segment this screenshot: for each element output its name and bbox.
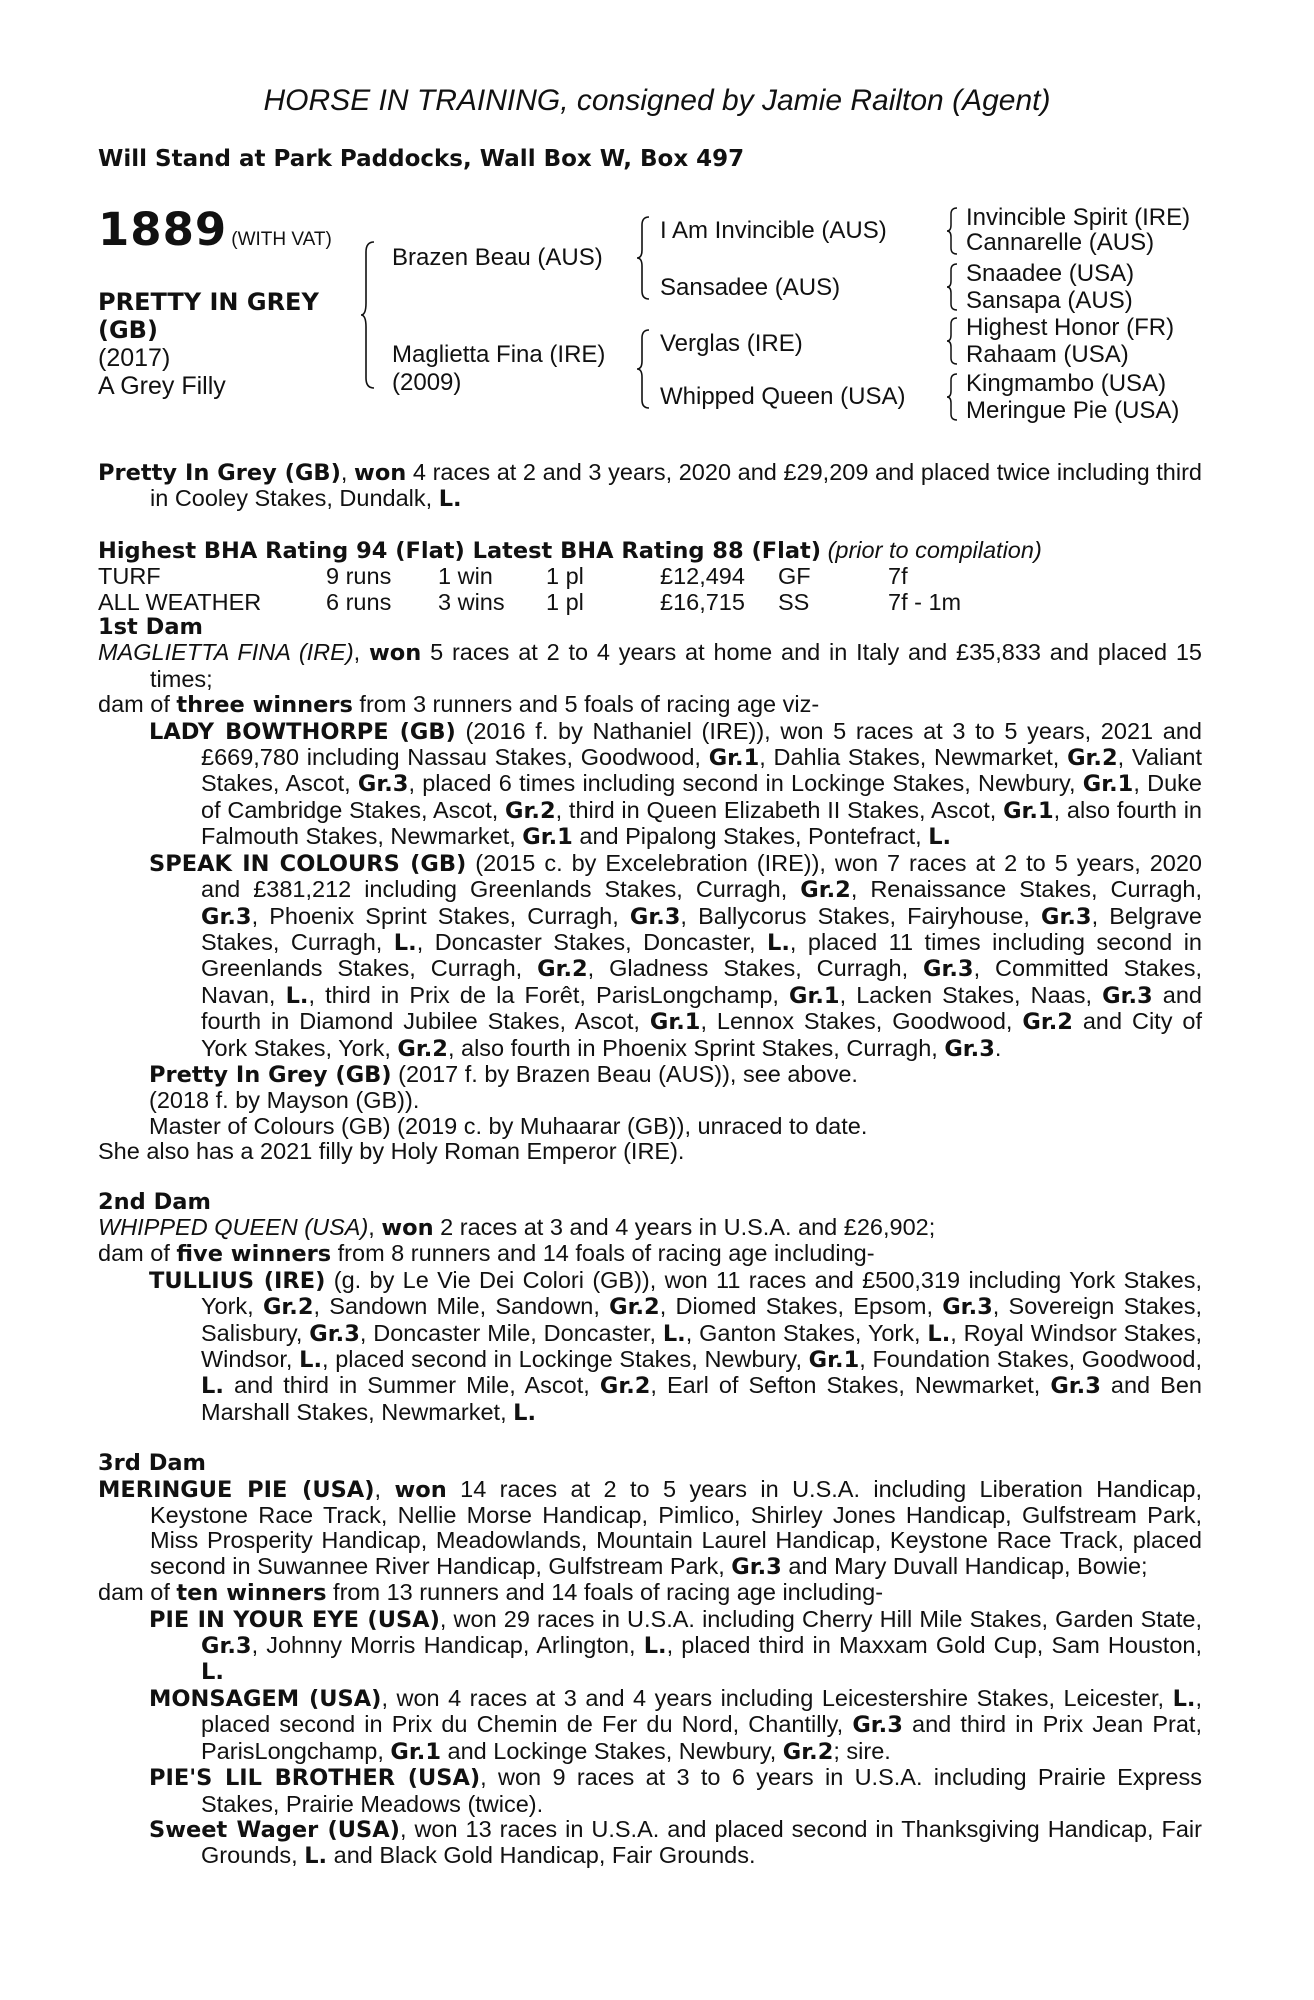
- race-grade-marker: Gr.2: [599, 1373, 651, 1400]
- produce-entry: [98, 1062, 1202, 1088]
- ratings-cell: ALL WEATHER: [98, 588, 262, 615]
- race-grade-marker: Gr.1: [522, 824, 573, 851]
- first-dam-name: MAGLIETTA FINA (IRE): [98, 639, 354, 666]
- third-dam-won: won: [394, 1476, 447, 1503]
- dam-of-label: dam of: [98, 691, 177, 718]
- first-dam-produce-summary: [98, 692, 1202, 718]
- dam-of-label: dam of: [98, 1240, 177, 1267]
- produce-text: , won 4 races at 3 and 4 years including Leicestershire Stakes, Leicester, L., placed second in Prix du Chemin de Fer du Nord, Chantilly, Gr.3 and third in Prix Jean Prat, ParisLongchamp, Gr.1 and Lockinge Stakes, Newbury, Gr.2; sire.: [201, 1684, 1202, 1765]
- produce-entry: [98, 1765, 1202, 1817]
- race-grade-marker: Gr.3: [731, 1553, 782, 1580]
- race-grade-marker: Gr.1: [708, 745, 760, 772]
- produce-entry: [98, 1686, 1202, 1765]
- lot-number: 1889: [98, 203, 228, 256]
- produce-entry: [98, 1607, 1202, 1686]
- race-grade-marker: Gr.1: [649, 1009, 701, 1036]
- pedigree-dam-year: (2009): [392, 369, 462, 396]
- race-grade-marker: Gr.3: [944, 1035, 995, 1062]
- third-dam-record-text: 14 races at 2 to 5 years in U.S.A. including Liberation Handicap, Keystone Race Track, Nellie Morse Handicap, Pimlico, Shirley Jones Handicap, Gulfstream Park, Miss Prosperity Handicap, Meadowlands, Mountain Laurel Handicap, Keystone Race Track, placed second in Suwannee River Handicap, Gulfstream Park, Gr.3 and Mary Duvall Handicap, Bowie;: [150, 1475, 1203, 1580]
- dam-of-detail: from 13 runners and 14 foals of racing age including-: [326, 1579, 884, 1606]
- race-grade-marker: L.: [285, 982, 309, 1009]
- race-grade-marker: L.: [513, 1399, 537, 1426]
- race-grade-marker: Gr.3: [201, 1633, 252, 1660]
- pedigree-brace-main: [360, 240, 380, 390]
- winners-count: five winners: [176, 1241, 332, 1268]
- ratings-cell: 1 pl: [546, 588, 584, 615]
- summary-listed: L.: [438, 486, 462, 513]
- pedigree-sire: Brazen Beau (AUS): [392, 244, 603, 271]
- race-grade-marker: Gr.3: [942, 1294, 993, 1321]
- first-dam-won: won: [369, 640, 422, 667]
- produce-entry: [98, 851, 1202, 1062]
- ratings-cell: 7f: [888, 563, 908, 590]
- summary-text: 4 races at 2 and 3 years, 2020 and £29,209 and placed twice including third in Cooley Stakes, Dundalk,: [150, 459, 1202, 512]
- race-grade-marker: L.: [299, 1347, 323, 1373]
- second-dam-record: WHIPPED QUEEN (USA), won 2 races at 3 and 4 years in U.S.A. and £26,902;: [98, 1213, 936, 1241]
- winners-count: three winners: [176, 692, 353, 719]
- winners-count: ten winners: [176, 1580, 327, 1607]
- second-dam-won: won: [381, 1214, 434, 1241]
- race-grade-marker: Gr.3: [1050, 1373, 1101, 1400]
- produce-entry: [98, 1268, 1202, 1426]
- race-grade-marker: Gr.2: [537, 956, 588, 983]
- pedigree-dam-dam: Whipped Queen (USA): [660, 383, 906, 410]
- race-grade-marker: L.: [927, 1320, 951, 1347]
- third-dam-produce-summary: [98, 1580, 1202, 1606]
- race-grade-marker: Gr.2: [505, 797, 556, 824]
- lot-number-block: [98, 203, 332, 256]
- produce-text: (2015 c. by Excelebration (IRE)), won 7 races at 2 to 5 years, 2020 and £381,212 including Greenlands Stakes, Curragh, Gr.2, Renaissance Stakes, Curragh, Gr.3, Phoenix Sprint Stakes, Curragh, Gr.3, Ballycorus Stakes, Fairyhouse, Gr.3, Belgrave Stakes, Curragh, L., Doncaster Stakes, Doncaster, L., placed 11 times including second in Greenlands Stakes, Curragh, Gr.2, Gladness Stakes, Curragh, Gr.3, Committed Stakes, Navan, L., third in Prix de la Forêt, ParisLongchamp, Gr.1, Lacken Stakes, Naas, Gr.3 and fourth in Diamond Jubilee Stakes, Ascot, Gr.1, Lennox Stakes, Goodwood, Gr.2 and City of York Stakes, York, Gr.2, also fourth in Phoenix Sprint Stakes, Curragh, Gr.3.: [201, 849, 1203, 1062]
- ratings-row-turf: [98, 564, 1202, 589]
- first-dam-also: She also has a 2021 filly by Holy Roman Emperor (IRE).: [98, 1138, 685, 1165]
- race-grade-marker: Gr.3: [1102, 982, 1153, 1009]
- dam-of-label: dam of: [98, 1579, 177, 1606]
- pedigree-g3-7: Kingmambo (USA): [966, 370, 1167, 397]
- pedigree-brace-dam: [636, 328, 654, 410]
- race-grade-marker: L.: [662, 1320, 686, 1347]
- pedigree-g3-4: Sansapa (AUS): [966, 287, 1133, 314]
- pedigree-g3-6: Rahaam (USA): [966, 341, 1129, 368]
- ratings-cell: 9 runs: [326, 563, 392, 590]
- produce-text: , won 9 races at 3 to 6 years in U.S.A. including Prairie Express Stakes, Prairie Meadows (twice).: [201, 1764, 1202, 1817]
- produce-name: PIE IN YOUR EYE (USA): [149, 1606, 440, 1633]
- produce-name: Sweet Wager (USA): [149, 1816, 400, 1843]
- third-dam-name: MERINGUE PIE (USA): [98, 1476, 375, 1503]
- ratings-cell: £16,715: [660, 588, 745, 615]
- foaling-year: (2017): [98, 344, 171, 372]
- pedigree-sire-sire: I Am Invincible (AUS): [660, 217, 887, 244]
- produce-text: , won 29 races in U.S.A. including Cherry Hill Mile Stakes, Garden State, Gr.3, Johnny Morris Handicap, Arlington, L., placed third in Maxxam Gold Cup, Sam Houston, L.: [201, 1605, 1203, 1686]
- race-grade-marker: Gr.3: [852, 1712, 903, 1739]
- race-grade-marker: Gr.2: [782, 1738, 834, 1765]
- race-grade-marker: Gr.2: [397, 1035, 448, 1062]
- second-dam-record-text: 2 races at 3 and 4 years in U.S.A. and £26,902;: [433, 1213, 936, 1240]
- page-title: HORSE IN TRAINING, consigned by Jamie Railton (Agent): [263, 84, 1051, 117]
- race-grade-marker: Gr.1: [1003, 797, 1054, 824]
- first-dam-record: MAGLIETTA FINA (IRE), won 5 races at 2 to 4 years at home and in Italy and £35,833 and placed 15 times;: [98, 639, 1202, 692]
- race-grade-marker: Gr.1: [390, 1738, 441, 1765]
- race-grade-marker: L.: [304, 1843, 328, 1870]
- summary-won: won: [354, 460, 407, 486]
- produce-name: LADY BOWTHORPE (GB): [149, 718, 456, 745]
- second-dam-name: WHIPPED QUEEN (USA): [98, 1213, 369, 1240]
- horse-description: A Grey Filly: [98, 372, 226, 400]
- race-grade-marker: Gr.2: [609, 1294, 660, 1321]
- produce-entry: (2018 f. by Mayson (GB)).: [149, 1087, 420, 1114]
- pedigree-sire-dam: Sansadee (AUS): [660, 274, 841, 301]
- produce-entry: Master of Colours (GB) (2019 c. by Muhaarar (GB)), unraced to date.: [149, 1112, 868, 1139]
- produce-text: , won 13 races in U.S.A. and placed second in Thanksgiving Handicap, Fair Grounds, L. and Black Gold Handicap, Fair Grounds.: [201, 1815, 1202, 1870]
- second-dam-heading: 2nd Dam: [98, 1188, 211, 1215]
- race-grade-marker: Gr.3: [1041, 903, 1092, 930]
- ratings-cell: 6 runs: [326, 588, 392, 615]
- race-grade-marker: L.: [1172, 1685, 1196, 1712]
- pedigree-g3-2: Cannarelle (AUS): [966, 229, 1155, 256]
- pedigree-g3-3: Snaadee (USA): [966, 260, 1135, 287]
- race-grade-marker: Gr.1: [789, 982, 840, 1009]
- ratings-title: Highest BHA Rating 94 (Flat) Latest BHA Rating 88 (Flat): [98, 537, 822, 564]
- race-summary: Pretty In Grey (GB), won 4 races at 2 and 3 years, 2020 and £29,209 and placed twice including third in Cooley Stakes, Dundalk, L.: [98, 459, 1202, 513]
- ratings-cell: £12,494: [660, 563, 745, 590]
- produce-name: Pretty In Grey (GB): [149, 1061, 392, 1088]
- catalogue-body: [98, 460, 1202, 1870]
- race-grade-marker: Gr.2: [1067, 745, 1118, 772]
- produce-text: (2016 f. by Nathaniel (IRE)), won 5 races at 3 to 5 years, 2021 and £669,780 including Nassau Stakes, Goodwood, Gr.1, Dahlia Stakes, Newmarket, Gr.2, Valiant Stakes, Ascot, Gr.3, placed 6 times including second in Lockinge Stakes, Newbury, Gr.1, Duke of Cambridge Stakes, Ascot, Gr.2, third in Queen Elizabeth II Stakes, Ascot, Gr.1, also fourth in Falmouth Stakes, Newmarket, Gr.1 and Pipalong Stakes, Pontefract, L.: [201, 717, 1202, 851]
- ratings-cell: 3 wins: [438, 588, 505, 615]
- produce-name: SPEAK IN COLOURS (GB): [149, 850, 467, 877]
- first-dam-record-text: 5 races at 2 to 4 years at home and in Italy and £35,833 and placed 15 times;: [150, 639, 1202, 692]
- ratings-row-all-weather: [98, 590, 1202, 615]
- race-grade-marker: Gr.3: [357, 771, 409, 798]
- ratings-note: (prior to compilation): [827, 536, 1042, 563]
- horse-identity: [98, 288, 358, 400]
- first-dam-heading: 1st Dam: [98, 614, 203, 641]
- produce-entry: [98, 1817, 1202, 1870]
- race-grade-marker: Gr.3: [629, 903, 681, 930]
- race-grade-marker: L.: [928, 824, 952, 851]
- third-dam-heading: 3rd Dam: [98, 1450, 206, 1477]
- race-grade-marker: L.: [767, 929, 790, 956]
- pedigree-brace-g1: [946, 206, 960, 256]
- third-dam-record: MERINGUE PIE (USA), won 14 races at 2 to 5 years in U.S.A. including Liberation Handicap, Keystone Race Track, Nellie Morse Handicap, Pimlico, Shirley Jones Handicap, Gulfstream Park, Miss Prosperity Handicap, Meadowlands, Mountain Laurel Handicap, Keystone Race Track, placed second in Suwannee River Handicap, Gulfstream Park, Gr.3 and Mary Duvall Handicap, Bowie;: [98, 1475, 1203, 1580]
- race-grade-marker: L.: [201, 1373, 224, 1400]
- race-grade-marker: Gr.2: [262, 1294, 314, 1321]
- pedigree-brace-g2: [946, 262, 960, 312]
- horse-name: PRETTY IN GREY (GB): [98, 288, 319, 344]
- dam-of-detail: from 3 runners and 5 foals of racing age viz-: [352, 691, 820, 718]
- produce-name: MONSAGEM (USA): [149, 1685, 382, 1712]
- ratings-cell: GF: [778, 563, 811, 590]
- pedigree-g3-8: Meringue Pie (USA): [966, 397, 1180, 424]
- pedigree-dam-sire: Verglas (IRE): [660, 330, 803, 357]
- ratings-cell: TURF: [98, 563, 161, 590]
- ratings-cell: 1 win: [438, 563, 493, 590]
- pedigree-dam: Maglietta Fina (IRE): [392, 341, 606, 368]
- race-grade-marker: Gr.1: [1082, 771, 1134, 798]
- race-grade-marker: Gr.3: [923, 956, 974, 983]
- produce-text: (g. by Le Vie Dei Colori (GB)), won 11 races and £500,319 including York Stakes, York, Gr.2, Sandown Mile, Sandown, Gr.2, Diomed Stakes, Epsom, Gr.3, Sovereign Stakes, Salisbury, Gr.3, Doncaster Mile, Doncaster, L., Ganton Stakes, York, L., Royal Windsor Stakes, Windsor, L., placed second in Lockinge Stakes, Newbury, Gr.1, Foundation Stakes, Goodwood, L. and third in Summer Mile, Ascot, Gr.2, Earl of Sefton Stakes, Newmarket, Gr.3 and Ben Marshall Stakes, Newmarket, L.: [201, 1266, 1203, 1426]
- summary-name: Pretty In Grey (GB): [98, 460, 341, 486]
- pedigree-brace-g4: [946, 372, 960, 422]
- produce-text: (2017 f. by Brazen Beau (AUS)), see above.: [391, 1060, 858, 1087]
- dam-of-detail: from 8 runners and 14 foals of racing age including-: [331, 1240, 875, 1267]
- pedigree-brace-g3: [946, 316, 960, 366]
- race-grade-marker: Gr.3: [201, 903, 252, 930]
- second-dam-produce-summary: [98, 1241, 1202, 1267]
- race-grade-marker: L.: [201, 1659, 224, 1686]
- stand-location: Will Stand at Park Paddocks, Wall Box W, Box 497: [98, 146, 745, 172]
- race-grade-marker: Gr.2: [1022, 1009, 1073, 1036]
- race-grade-marker: Gr.2: [800, 877, 851, 904]
- race-grade-marker: L.: [393, 929, 417, 956]
- ratings-cell: SS: [778, 588, 810, 615]
- produce-entry: [98, 719, 1202, 851]
- pedigree-g3-5: Highest Honor (FR): [966, 314, 1175, 341]
- pedigree-brace-sire: [636, 215, 654, 301]
- race-grade-marker: Gr.3: [309, 1320, 360, 1347]
- pedigree-g3-1: Invincible Spirit (IRE): [966, 204, 1191, 231]
- ratings-cell: 7f - 1m: [888, 588, 962, 615]
- vat-note: (WITH VAT): [231, 229, 332, 250]
- race-grade-marker: L.: [643, 1633, 667, 1660]
- ratings-cell: 1 pl: [546, 563, 584, 590]
- produce-name: TULLIUS (IRE): [149, 1267, 326, 1294]
- produce-name: PIE'S LIL BROTHER (USA): [149, 1765, 481, 1792]
- ratings-heading: [98, 538, 1202, 564]
- race-grade-marker: Gr.1: [808, 1347, 860, 1373]
